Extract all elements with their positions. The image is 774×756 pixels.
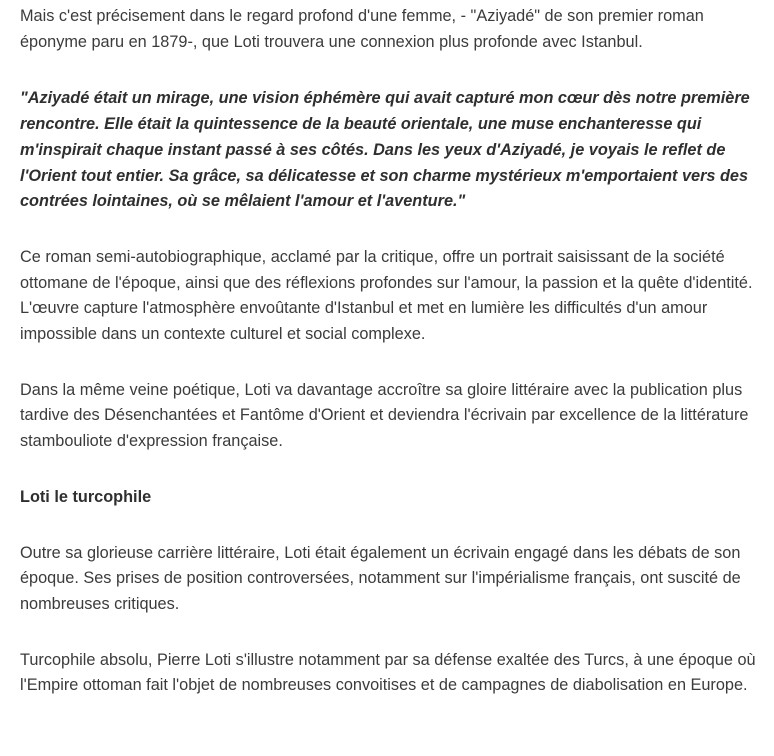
paragraph-intro: Mais c'est précisement dans le regard profond d'une femme, - "Aziyadé" de son premier roman éponyme paru en 1879-, que Loti trouvera une connexion plus profonde avec Istanbul. <box>20 7 704 51</box>
paragraph-turcophile: Turcophile absolu, Pierre Loti s'illustre notamment par sa défense exaltée des Turcs, à une époque où l'Empire ottoman fait l'objet de nombreuses convoitises et de campagnes de diabolisation en Europe. <box>20 650 756 695</box>
paragraph-engaged-writer: Outre sa glorieuse carrière littéraire, Loti était également un écrivain engagé dans les débats de son époque. Ses prises de position controversées, notamment sur l'impérialisme français, ont suscité de nombreuses critiques. <box>20 543 741 613</box>
paragraph-novel-description: Ce roman semi-autobiographique, acclamé par la critique, offre un portrait saisissant de la société ottomane de l'époque, ainsi que des réflexions profondes sur l'amour, la passion et la quête d'identité. L'œuvre capture l'atmosphère envoûtante d'Istanbul et met en lumière les difficultés d'un amour impossible dans un contexte culturel et social complexe. <box>20 247 753 344</box>
section-heading-turcophile: Loti le turcophile <box>20 487 152 506</box>
paragraph-literary-glory: Dans la même veine poétique, Loti va davantage accroître sa gloire littéraire avec la publication plus tardive des Désenchantées et Fantôme d'Orient et deviendra l'écrivain par excellence de la littérature stambouliote d'expression française. <box>20 380 749 451</box>
aziyade-quote: "Aziyadé était un mirage, une vision éphémère qui avait capturé mon cœur dès notre première rencontre. Elle était la quintessence de la beauté orientale, une muse enchanteresse qui m'inspirait chaque instant passé à ses côtés. Dans les yeux d'Aziyadé, je voyais le reflet de l'Orient tout entier. Sa grâce, sa délicatesse et son charme mystérieux m'emportaient vers des contrées lointaines, où se mêlaient l'amour et l'aventure." <box>20 89 750 211</box>
